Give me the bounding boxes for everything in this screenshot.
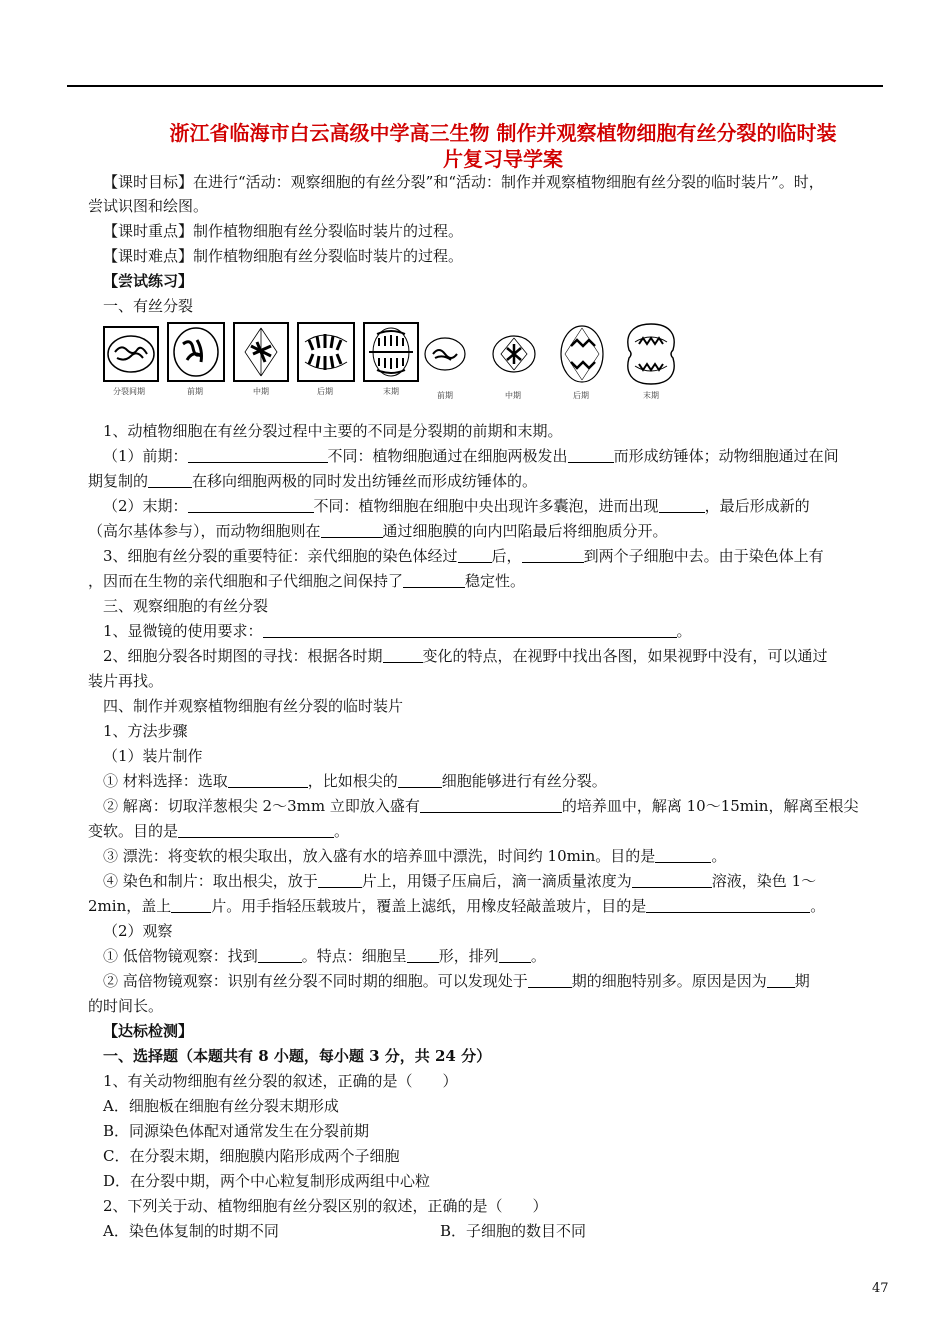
page-title-line1: 浙江省临海市白云高级中学高三生物 制作并观察植物细胞有丝分裂的临时装 <box>169 121 837 145</box>
find-phases-line: 2、细胞分裂各时期图的寻找：根据各时期 变化的特点，在视野中找出各图，如果视野中没有，可以通过 <box>103 647 828 665</box>
blank[interactable] <box>148 473 192 488</box>
blank[interactable] <box>528 973 572 988</box>
blank[interactable] <box>420 798 562 813</box>
animal-telophase-cell <box>625 322 677 386</box>
step-stain: ④ 染色和制片：取出根尖，放于 片上，用镊子压扁后，滴一滴质量浓度为 溶液，染色 1～ <box>103 872 817 890</box>
method-steps: 1、方法步骤 <box>103 722 188 740</box>
slide-making: （1）装片制作 <box>103 747 203 765</box>
test-q1: 1、有关动物细胞有丝分裂的叙述，正确的是（ ） <box>103 1072 458 1090</box>
plant-metaphase-cell <box>233 322 289 382</box>
test-q2-option-b: B．子细胞的数目不同 <box>440 1222 587 1240</box>
q1-prophase-line: （1）前期： 不同：植物细胞通过在细胞两极发出 而形成纺锤体；动物细胞通过在间 <box>103 447 839 465</box>
blank[interactable] <box>458 548 492 563</box>
test-heading: 一、选择题（本题共有 8 小题，每小题 3 分，共 24 分） <box>103 1047 492 1065</box>
step-dissociation: ② 解离：切取洋葱根尖 2～3mm 立即放入盛有 的培养皿中，解离 10～15min，解离至根尖 <box>103 797 859 815</box>
plant-anaphase-cell <box>297 322 355 382</box>
header-rule <box>67 85 883 87</box>
caption-animal-anaphase: 后期 <box>573 391 589 400</box>
blank[interactable] <box>403 573 465 588</box>
caption-plant-anaphase: 后期 <box>317 387 333 396</box>
q1-telophase-cont: （高尔基体参与），而动物细胞则在 通过细胞膜的向内凹陷最后将细胞质分开。 <box>88 522 668 540</box>
animal-metaphase-cell <box>491 334 537 374</box>
q1-intro: 1、动植物细胞在有丝分裂过程中主要的不同是分裂期的前期和末期。 <box>103 422 563 440</box>
section1-heading: 一、有丝分裂 <box>103 297 194 315</box>
plant-prophase-cell <box>167 322 225 382</box>
caption-animal-prophase: 前期 <box>437 391 453 400</box>
step-rinse: ③ 漂洗：将变软的根尖取出，放入盛有水的培养皿中漂洗，时间约 10min。目的是 。 <box>103 847 727 865</box>
caption-animal-telophase: 末期 <box>643 391 659 400</box>
caption-plant-metaphase: 中期 <box>253 387 269 396</box>
caption-plant-interphase: 分裂间期 <box>113 387 145 396</box>
objective: 【课时目标】在进行“活动：观察细胞的有丝分裂”和“活动：制作并观察植物细胞有丝分裂的临时装片”。时， <box>103 173 824 191</box>
objective-cont: 尝试识图和绘图。 <box>88 197 209 215</box>
test-q1-option-c: C．在分裂末期，细胞膜内陷形成两个子细胞 <box>103 1147 400 1165</box>
blank[interactable] <box>188 498 314 513</box>
blank[interactable] <box>568 448 614 463</box>
caption-plant-prophase: 前期 <box>187 387 203 396</box>
test-q2: 2、下列关于动、植物细胞有丝分裂区别的叙述，正确的是（ ） <box>103 1197 548 1215</box>
mitosis-figure <box>103 322 703 400</box>
plant-interphase-cell <box>103 326 159 382</box>
blank[interactable] <box>321 523 383 538</box>
blank[interactable] <box>767 973 795 988</box>
observation: （2）观察 <box>103 922 173 940</box>
blank[interactable] <box>655 848 711 863</box>
step-dissociation-cont: 变软。目的是 。 <box>88 822 350 840</box>
high-power-line: ② 高倍物镜观察：识别有丝分裂不同时期的细胞。可以发现处于 期的细胞特别多。原因是因为 期 <box>103 972 810 990</box>
microscope-line: 1、显微镜的使用要求： 。 <box>103 622 692 640</box>
blank[interactable] <box>398 773 442 788</box>
animal-prophase-cell <box>423 336 467 372</box>
caption-animal-metaphase: 中期 <box>505 391 521 400</box>
test-label: 【达标检测】 <box>103 1022 194 1040</box>
blank[interactable] <box>228 773 308 788</box>
test-q1-option-b: B．同源染色体配对通常发生在分裂前期 <box>103 1122 370 1140</box>
test-q2-option-a: A．染色体复制的时期不同 <box>103 1222 279 1240</box>
key-point: 【课时重点】制作植物细胞有丝分裂临时装片的过程。 <box>103 222 464 240</box>
blank[interactable] <box>318 873 362 888</box>
blank[interactable] <box>632 873 712 888</box>
blank[interactable] <box>178 823 334 838</box>
blank[interactable] <box>263 623 677 638</box>
page-number: 47 <box>872 1281 889 1296</box>
section3-heading: 三、观察细胞的有丝分裂 <box>103 597 269 615</box>
find-phases-cont: 装片再找。 <box>88 672 164 690</box>
difficult-point: 【课时难点】制作植物细胞有丝分裂临时装片的过程。 <box>103 247 464 265</box>
step-stain-cont: 2min，盖上 片。用手指轻压载玻片，覆盖上滤纸，用橡皮轻敲盖玻片，目的是 。 <box>88 897 826 915</box>
blank[interactable] <box>188 448 328 463</box>
plant-telophase-cell <box>363 322 419 382</box>
blank[interactable] <box>522 548 584 563</box>
test-q1-option-d: D．在分裂中期，两个中心粒复制形成两组中心粒 <box>103 1172 431 1190</box>
low-power-line: ① 低倍物镜观察：找到 。特点：细胞呈 形，排列 。 <box>103 947 546 965</box>
practice-label: 【尝试练习】 <box>103 272 194 290</box>
blank[interactable] <box>258 948 302 963</box>
animal-anaphase-cell <box>559 324 605 384</box>
step-material: ① 材料选择：选取 ，比如根尖的 细胞能够进行有丝分裂。 <box>103 772 607 790</box>
high-power-cont: 的时间长。 <box>88 997 164 1015</box>
blank[interactable] <box>646 898 810 913</box>
page-title-line2: 片复习导学案 <box>443 147 563 171</box>
blank[interactable] <box>407 948 439 963</box>
q3-cont: ，因而在生物的亲代细胞和子代细胞之间保持了 稳定性。 <box>88 572 526 590</box>
q3-line: 3、细胞有丝分裂的重要特征：亲代细胞的染色体经过 后， 到两个子细胞中去。由于染色体上有 <box>103 547 824 565</box>
q1-telophase-line: （2）末期： 不同：植物细胞在细胞中央出现许多囊泡，进而出现 ，最后形成新的 <box>103 497 810 515</box>
caption-plant-telophase: 末期 <box>383 387 399 396</box>
section4-heading: 四、制作并观察植物细胞有丝分裂的临时装片 <box>103 697 404 715</box>
test-q1-option-a: A．细胞板在细胞有丝分裂末期形成 <box>103 1097 339 1115</box>
q1-prophase-cont: 期复制的 在移向细胞两极的同时发出纺锤丝而形成纺锤体的。 <box>88 472 538 490</box>
blank[interactable] <box>499 948 531 963</box>
blank[interactable] <box>659 498 705 513</box>
blank[interactable] <box>171 898 211 913</box>
blank[interactable] <box>383 648 423 663</box>
